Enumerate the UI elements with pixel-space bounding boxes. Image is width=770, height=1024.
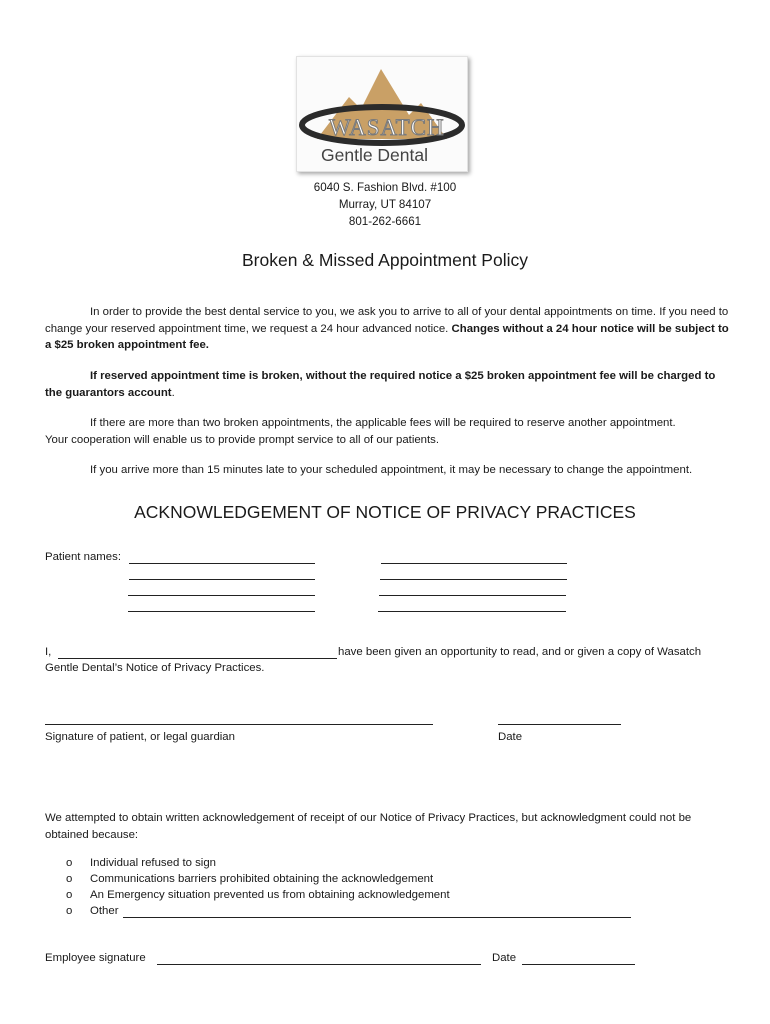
reason-label: Individual refused to sign: [90, 857, 217, 869]
employee-date-label: Date: [492, 952, 517, 964]
patient-names-label: Patient names:: [45, 551, 121, 563]
privacy-title: ACKNOWLEDGEMENT OF NOTICE OF PRIVACY PRACTICES: [134, 502, 636, 522]
patient-name-field-6[interactable]: [379, 581, 566, 596]
patient-name-field-3[interactable]: [129, 565, 315, 580]
reason-item-other: [66, 905, 119, 921]
patient-name-field-7[interactable]: [128, 597, 315, 612]
address-street: 6040 S. Fashion Blvd. #100: [313, 181, 457, 194]
patient-date-label: Date: [498, 731, 523, 743]
policy-p2-bold: If reserved appointment time is broken, without the required notice a $25 broken appointment fee will be charged to the guarantors account: [45, 370, 716, 399]
reason-label: Communications barriers prohibited obtaining the acknowledgement: [90, 873, 434, 885]
patient-signature-field[interactable]: [45, 712, 433, 725]
employee-date-field[interactable]: [522, 950, 635, 965]
reason-label: Other: [90, 905, 119, 917]
address-city: Murray, UT 84107: [338, 198, 432, 211]
policy-p1-text: In order to provide the best dental service to you, we ask you to arrive to all of your dental appointments on time. If you need to change your reserved appointment time, we request a 24 hour advanced notice.: [45, 306, 729, 335]
ack-prefix: I,: [45, 646, 52, 658]
patient-name-field-5[interactable]: [128, 581, 315, 596]
ack-name-field[interactable]: [58, 644, 337, 659]
checkbox-circle-icon[interactable]: o: [66, 905, 73, 917]
logo-subname: Gentle Dental: [321, 145, 429, 165]
practice-logo: [296, 56, 468, 172]
other-reason-field[interactable]: [123, 903, 631, 918]
checkbox-circle-icon[interactable]: o: [66, 857, 73, 869]
employee-signature-label: Employee signature: [45, 952, 146, 964]
policy-p1-bold: Changes without a 24 hour notice will be subject to a $25 broken appointment fee.: [45, 322, 729, 351]
patient-name-field-4[interactable]: [380, 565, 567, 580]
attempt-paragraph: We attempted to obtain written acknowledgement of receipt of our Notice of Privacy Practices, but acknowledgment could not be obtained because:: [45, 812, 692, 841]
policy-p4-text: If you arrive more than 15 minutes late to your scheduled appointment, it may be necessary to change the appointment.: [90, 464, 693, 476]
ack-line-2: Gentle Dental’s Notice of Privacy Practices.: [45, 662, 265, 674]
patient-name-field-8[interactable]: [378, 597, 566, 612]
policy-title: Broken & Missed Appointment Policy: [242, 250, 528, 270]
employee-signature-field[interactable]: [157, 950, 481, 965]
patient-name-field-1[interactable]: [129, 549, 315, 564]
patient-date-field[interactable]: [498, 712, 621, 725]
policy-p2-end: .: [171, 386, 175, 399]
reason-item-communication: [66, 873, 433, 889]
policy-paragraph-4: [45, 462, 735, 479]
ack-suffix: have been given an opportunity to read, and or given a copy of Wasatch: [338, 646, 702, 658]
checkbox-circle-icon[interactable]: o: [66, 873, 73, 885]
reason-label: An Emergency situation prevented us from obtaining acknowledgement: [90, 889, 450, 901]
policy-p3b-text: Your cooperation will enable us to provide prompt service to all of our patients.: [45, 433, 440, 446]
address-phone: 801-262-6661: [348, 215, 422, 228]
patient-signature-label: Signature of patient, or legal guardian: [45, 731, 235, 743]
policy-paragraph-2: [45, 368, 735, 401]
logo-wordmark: WASATCH: [329, 115, 445, 140]
policy-paragraph-1: [45, 304, 735, 354]
checkbox-circle-icon[interactable]: o: [66, 889, 73, 901]
address-block: [0, 179, 770, 230]
patient-name-field-2[interactable]: [381, 549, 567, 564]
policy-p3-text: If there are more than two broken appointments, the applicable fees will be required to reserve another appointment.: [90, 417, 676, 429]
reason-item-refused: [66, 857, 216, 873]
policy-paragraph-3: [45, 415, 735, 448]
